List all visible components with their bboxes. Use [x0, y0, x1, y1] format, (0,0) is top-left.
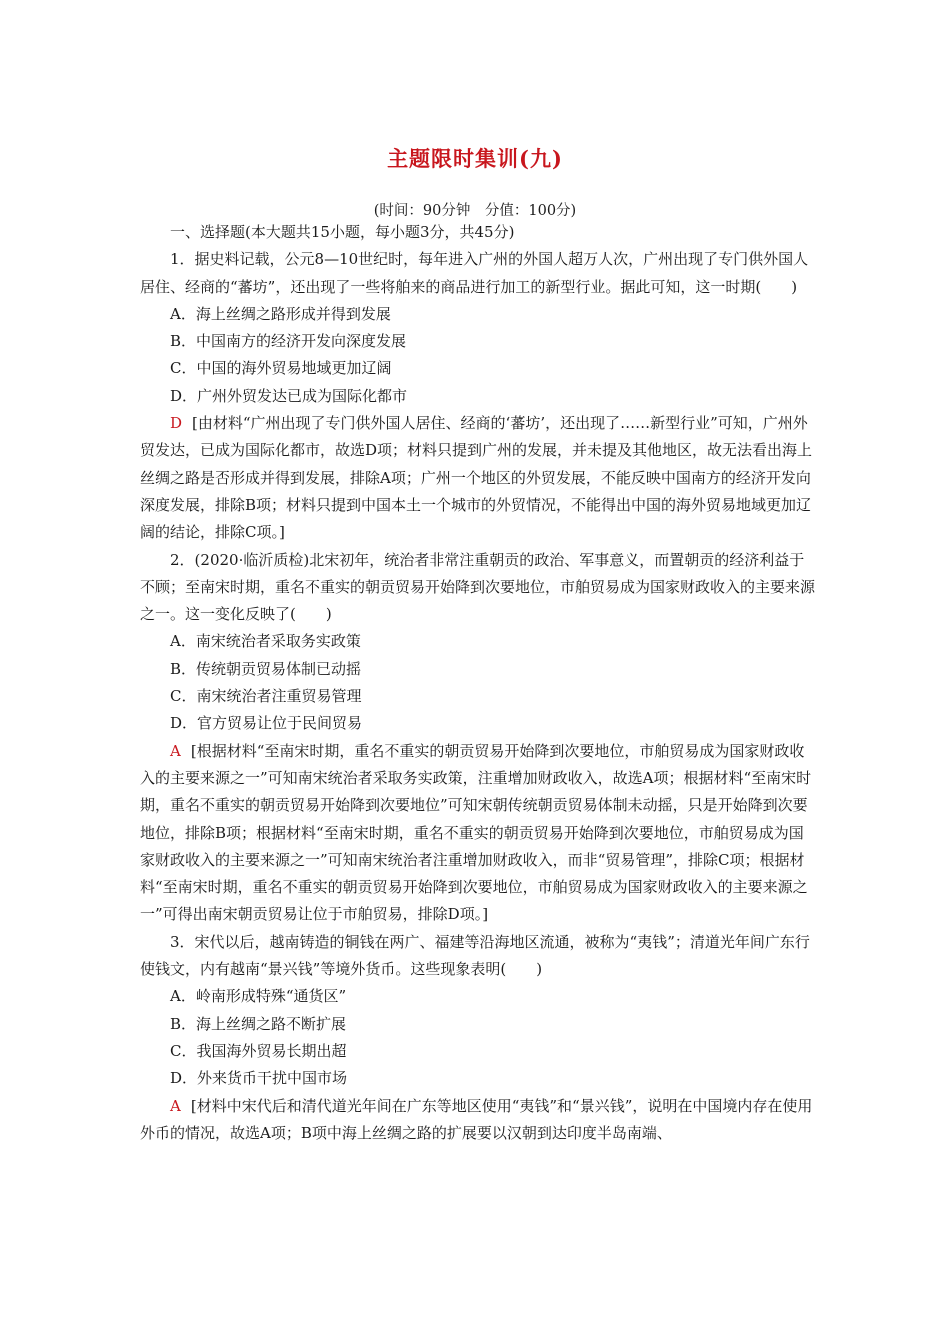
option: A．海上丝绸之路形成并得到发展 — [170, 304, 391, 323]
option: C．中国的海外贸易地域更加辽阔 — [170, 359, 392, 378]
answer-explanation — [140, 738, 815, 929]
answer-explanation — [140, 410, 815, 546]
explanation-text: [材料中宋代后和清代道光年间在广东等地区使用“夷钱”和“景兴钱”，说明在中国境内存在使用外币的情况，故选A项；B项中海上丝绸之路的扩展要以汉朝到达印度半岛南端、 — [140, 1096, 813, 1142]
option: A．岭南形成特殊“通货区” — [170, 987, 347, 1006]
option: C．我国海外贸易长期出超 — [170, 1041, 347, 1060]
answer-explanation — [140, 1093, 815, 1148]
option: C．南宋统治者注重贸易管理 — [170, 687, 362, 706]
option: A．南宋统治者采取务实政策 — [170, 632, 361, 651]
question-stem: 1．据史料记载，公元8—10世纪时，每年进入广州的外国人超万人次，广州出现了专门供外国人居住、经商的“蕃坊”，还出现了一些将舶来的商品进行加工的新型行业。据此可知，这一时期( ) — [140, 250, 809, 296]
option: D．外来货币干扰中国市场 — [170, 1069, 348, 1088]
document-body — [140, 219, 815, 1147]
section-heading: 一、选择题(本大题共15小题，每小题3分，共45分) — [170, 223, 515, 241]
answer-letter: D — [170, 414, 183, 433]
page-title: 主题限时集训(九) — [387, 146, 563, 171]
question-stem: 2．(2020·临沂质检)北宋初年，统治者非常注重朝贡的政治、军事意义，而置朝贡的经济利益于不顾；至南宋时期，重名不重实的朝贡贸易开始降到次要地位，市舶贸易成为国家财政收入的主要来源之一。这一变化反映了( ) — [140, 550, 816, 624]
option: D．广州外贸发达已成为国际化都市 — [170, 386, 408, 405]
option: D．官方贸易让位于民间贸易 — [170, 714, 363, 733]
option: B．传统朝贡贸易体制已动摇 — [170, 659, 362, 678]
option: B．海上丝绸之路不断扩展 — [170, 1014, 347, 1033]
explanation-text: [由材料“广州出现了专门供外国人居住、经商的‘蕃坊’，还出现了……新型行业”可知，广州外贸发达，已成为国际化都市，故选D项；材料只提到广州的发展，并未提及其他地区，故无法看出海上丝绸之路是否形成并得到发展，排除A项；广州一个地区的外贸发展，不能反映中国南方的经济开发向深度发展，排除B项；材料只提到中国本土一个城市的外贸情况，不能得出中国的海外贸易地域更加辽阔的结论，排除C项。] — [140, 414, 813, 542]
answer-letter: A — [170, 741, 181, 760]
explanation-text: [根据材料“至南宋时期，重名不重实的朝贡贸易开始降到次要地位，市舶贸易成为国家财政收入的主要来源之一”可知南宋统治者采取务实政策，注重增加财政收入，故选A项；根据材料“至南宋时期，重名不重实的朝贡贸易开始降到次要地位”可知宋朝传统朝贡贸易体制未动摇，只是开始降到次要地位，排除B项；根据材料“至南宋时期，重名不重实的朝贡贸易开始降到次要地位，市舶贸易成为国家财政收入的主要来源之一”可知南宋统治者注重增加财政收入，而非“贸易管理”，排除C项；根据材料“至南宋时期，重名不重实的朝贡贸易开始降到次要地位，市舶贸易成为国家财政收入的主要来源之一”可得出南宋朝贡贸易让位于市舶贸易，排除D项。] — [140, 741, 812, 924]
answer-letter: A — [170, 1096, 181, 1115]
option: B．中国南方的经济开发向深度发展 — [170, 332, 407, 351]
exam-meta: (时间：90分钟 分值：100分) — [373, 203, 577, 219]
question-stem: 3．宋代以后，越南铸造的铜钱在两广、福建等沿海地区流通，被称为“夷钱”；清道光年间广东行使钱文，内有越南“景兴钱”等境外货币。这些现象表明( ) — [140, 932, 810, 979]
